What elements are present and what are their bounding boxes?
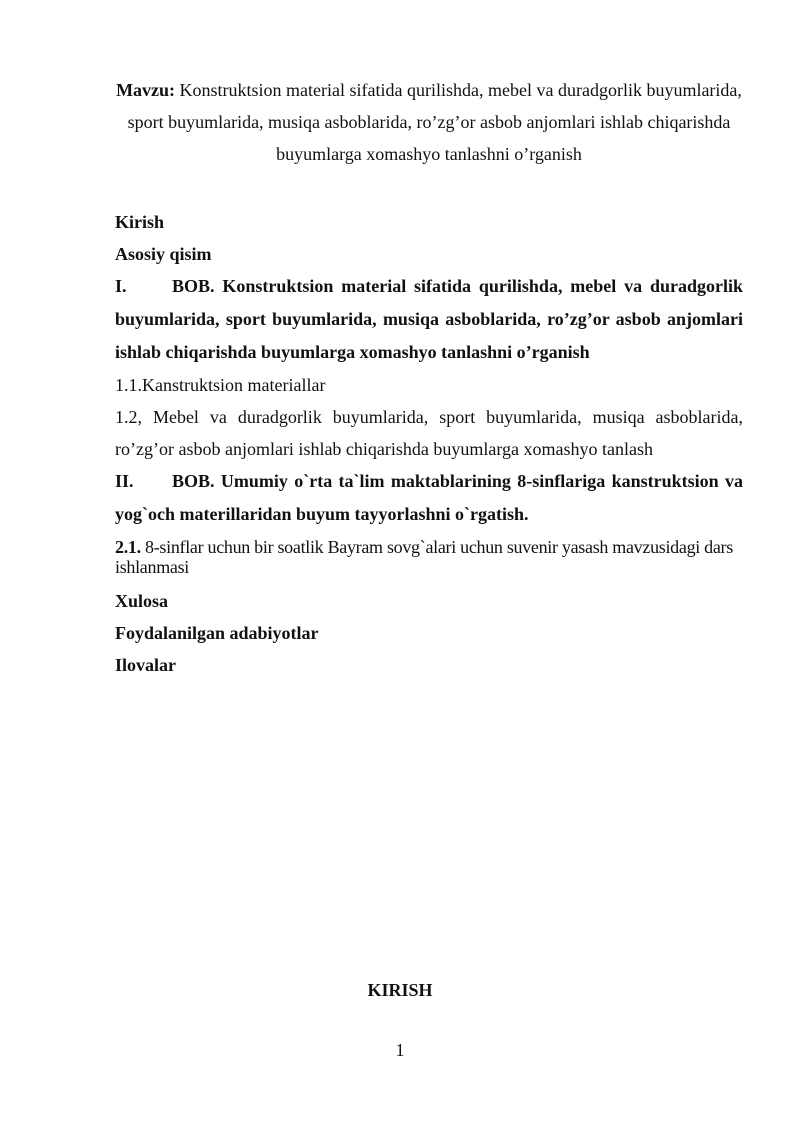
toc-main-part: Asosiy qisim [115, 244, 212, 264]
toc-chapter-1-title: BOB. Konstruktsion material sifatida qurilishda, mebel va duradgorlik buyumlarida, sport buyumlarida, musiqa asboblarida, ro’zg’or asbob anjomlari ishlab chiqarishda buyumlarga xomashyo tanlashni o’rganish [115, 276, 743, 362]
section-heading [0, 980, 800, 1001]
toc-section-1-2: 1.2, Mebel va duradgorlik buyumlarida, sport buyumlarida, musiqa asboblarida, ro’zg’or asbob anjomlari ishlab chiqarishda buyumlarga xomashyo tanlash [115, 407, 743, 459]
toc-section-2-1 [115, 531, 743, 585]
toc-references: Foydalanilgan adabiyotlar [115, 623, 319, 643]
toc-section-1-1: 1.1.Kanstruktsion materiallar [115, 375, 326, 395]
table-of-contents [115, 206, 743, 681]
toc-conclusion: Xulosa [115, 591, 169, 611]
toc-chapter-2-title: BOB. Umumiy o`rta ta`lim maktablarining 8-sinflariga kanstruktsion va yog`och materillaridan buyum tayyorlashni o`rgatish. [115, 471, 743, 524]
topic-label: Mavzu: [116, 80, 176, 100]
toc-section-2-1-number: 2.1. [115, 537, 141, 557]
toc-chapter-2-number: II. [115, 471, 134, 491]
toc-intro: Kirish [115, 212, 165, 232]
page-number: 1 [395, 1040, 405, 1060]
toc-section-2-1-text: 8-sinflar uchun bir soatlik Bayram sovg`alari uchun suvenir yasash mavzusidagi dars ishlanmasi [115, 537, 733, 577]
topic-text: Konstruktsion material sifatida qurilishda, mebel va duradgorlik buyumlarida, sport buyumlarida, musiqa asboblarida, ro’zg’or asbob anjomlari ishlab chiqarishda buyumlarga xomashyo tanlashni o’rganish [127, 80, 742, 164]
toc-chapter-2 [115, 465, 743, 531]
topic-paragraph [116, 74, 742, 170]
toc-appendix: Ilovalar [115, 655, 176, 675]
section-heading-text: KIRISH [367, 980, 433, 1000]
toc-chapter-1-number: I. [115, 276, 127, 296]
toc-chapter-1 [115, 270, 743, 369]
